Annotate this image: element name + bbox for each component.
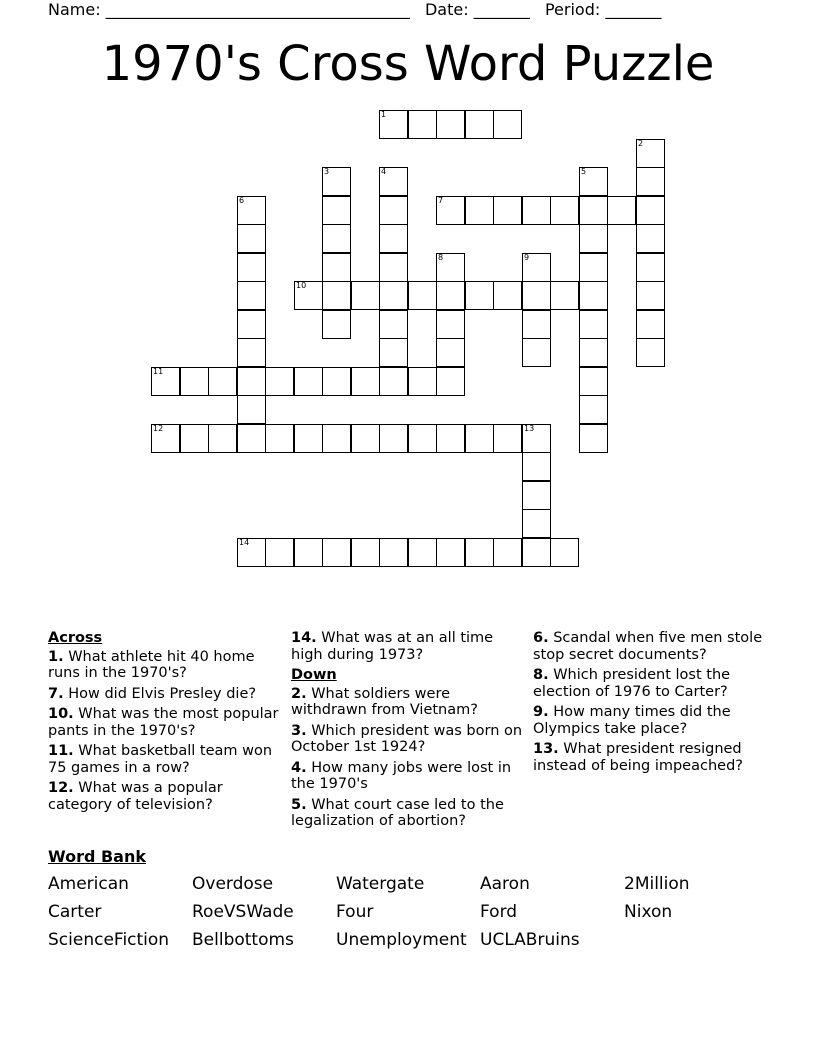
- down-heading: Down: [291, 667, 337, 683]
- grid-cell[interactable]: [550, 196, 579, 225]
- grid-cell[interactable]: [322, 253, 351, 282]
- word-bank-item: American: [48, 874, 129, 894]
- clue-number: 3: [324, 167, 330, 176]
- clue-item-text: What was at an all time high during 1973?: [291, 630, 494, 663]
- grid-cell[interactable]: [351, 538, 380, 567]
- grid-cell[interactable]: [436, 281, 465, 310]
- grid-cell[interactable]: [607, 196, 636, 225]
- grid-cell[interactable]: [379, 281, 408, 310]
- grid-cell[interactable]: [237, 253, 266, 282]
- date-label: Date:: [424, 0, 469, 19]
- down-clue-list: [291, 686, 526, 830]
- grid-cell[interactable]: [322, 310, 351, 339]
- clue-number: 11: [153, 367, 164, 376]
- grid-cell[interactable]: [636, 310, 665, 339]
- word-bank-item: RoeVSWade: [192, 902, 294, 922]
- grid-cell[interactable]: [436, 196, 465, 225]
- clue-item-text: Scandal when five men stole stop secret documents?: [533, 630, 763, 663]
- clue-item-number: 14.: [291, 630, 317, 646]
- grid-cell[interactable]: [636, 167, 665, 196]
- grid-cell[interactable]: [522, 310, 551, 339]
- grid-cell[interactable]: [208, 367, 237, 396]
- grid-cell[interactable]: [180, 424, 209, 453]
- clue-item-number: 8.: [533, 667, 549, 683]
- grid-cell[interactable]: [379, 310, 408, 339]
- grid-cell[interactable]: [237, 196, 266, 225]
- clue-item-text: What basketball team won 75 games in a row?: [48, 743, 273, 776]
- grid-cell[interactable]: [636, 139, 665, 168]
- grid-cell[interactable]: [237, 338, 266, 367]
- grid-cell[interactable]: [237, 310, 266, 339]
- clue-item: [48, 743, 283, 776]
- clue-item-text: What soldiers were withdrawn from Vietnam?: [291, 685, 478, 718]
- clue-item-text: How did Elvis Presley die?: [63, 685, 257, 702]
- grid-cell[interactable]: [436, 367, 465, 396]
- clues-column-3: [533, 630, 768, 778]
- grid-cell[interactable]: [465, 281, 494, 310]
- grid-cell[interactable]: [408, 424, 437, 453]
- word-bank-item: Bellbottoms: [192, 930, 294, 950]
- grid-cell[interactable]: [522, 424, 551, 453]
- grid-cell[interactable]: [493, 281, 522, 310]
- clue-item-number: 3.: [291, 722, 307, 739]
- clue-item-number: 11.: [48, 743, 74, 759]
- grid-cell[interactable]: [465, 538, 494, 567]
- word-bank-item: Aaron: [480, 874, 530, 894]
- clue-item-number: 12.: [48, 780, 74, 796]
- grid-cell[interactable]: [579, 253, 608, 282]
- clue-number: 8: [438, 253, 444, 262]
- clue-item: [291, 723, 526, 756]
- clue-item-number: 10.: [48, 706, 74, 722]
- grid-cell[interactable]: [322, 424, 351, 453]
- word-bank-item: Nixon: [624, 902, 673, 922]
- word-bank-item: Carter: [48, 902, 102, 922]
- clue-item-text: What was the most popular pants in the 1970's?: [48, 706, 279, 739]
- grid-cell[interactable]: [408, 538, 437, 567]
- grid-cell[interactable]: [550, 281, 579, 310]
- grid-cell[interactable]: [237, 395, 266, 424]
- period-label: Period:: [544, 0, 601, 19]
- word-bank-item: Overdose: [192, 874, 274, 894]
- grid-cell[interactable]: [522, 338, 551, 367]
- grid-cell[interactable]: [408, 110, 437, 139]
- clue-item: [533, 704, 768, 737]
- grid-cell[interactable]: [379, 110, 408, 139]
- grid-cell[interactable]: [636, 281, 665, 310]
- grid-cell[interactable]: [294, 367, 323, 396]
- grid-cell[interactable]: [379, 538, 408, 567]
- grid-cell[interactable]: [522, 509, 551, 538]
- grid-cell[interactable]: [579, 310, 608, 339]
- grid-cell[interactable]: [579, 424, 608, 453]
- grid-cell[interactable]: [465, 196, 494, 225]
- clue-number: 13: [524, 424, 535, 433]
- clue-number: 1: [381, 110, 387, 119]
- grid-cell[interactable]: [151, 367, 180, 396]
- clue-item: [291, 797, 526, 830]
- grid-cell[interactable]: [522, 253, 551, 282]
- grid-cell[interactable]: [408, 281, 437, 310]
- grid-cell[interactable]: [465, 110, 494, 139]
- grid-cell[interactable]: [493, 424, 522, 453]
- clue-number: 9: [524, 253, 530, 262]
- clue-item-text: Which president lost the election of 1976 to Carter?: [533, 667, 731, 700]
- grid-cell[interactable]: [237, 367, 266, 396]
- clue-item-text: How many jobs were lost in the 1970's: [291, 759, 512, 792]
- word-bank-item: Watergate: [336, 874, 425, 894]
- grid-cell[interactable]: [465, 424, 494, 453]
- word-bank-item: Ford: [480, 902, 518, 922]
- grid-cell[interactable]: [436, 253, 465, 282]
- grid-cell[interactable]: [322, 281, 351, 310]
- grid-cell[interactable]: [379, 367, 408, 396]
- clue-item: [533, 741, 768, 774]
- grid-cell[interactable]: [265, 424, 294, 453]
- grid-cell[interactable]: [294, 538, 323, 567]
- word-bank-item: Four: [336, 902, 374, 922]
- grid-cell[interactable]: [436, 110, 465, 139]
- clue-item-number: 1.: [48, 648, 64, 665]
- grid-cell[interactable]: [265, 538, 294, 567]
- grid-cell[interactable]: [636, 338, 665, 367]
- clues-column-2: [291, 630, 526, 834]
- grid-cell[interactable]: [408, 367, 437, 396]
- grid-cell[interactable]: [379, 224, 408, 253]
- clue-item-text: What athlete hit 40 home runs in the 1970's?: [48, 648, 255, 681]
- across-clue-list-continued: [291, 630, 526, 663]
- grid-cell[interactable]: [322, 167, 351, 196]
- clue-number: 14: [239, 538, 250, 547]
- clue-item: [48, 649, 283, 682]
- grid-cell[interactable]: [636, 253, 665, 282]
- grid-cell[interactable]: [237, 538, 266, 567]
- date-blank: _______: [473, 0, 530, 19]
- clue-item: [291, 760, 526, 793]
- grid-cell[interactable]: [237, 224, 266, 253]
- name-blank: ______________________________________: [105, 0, 410, 19]
- across-heading: Across: [48, 630, 103, 646]
- grid-cell[interactable]: [522, 196, 551, 225]
- clue-number: 4: [381, 167, 387, 176]
- clue-item-number: 4.: [291, 759, 307, 776]
- clue-item: [48, 706, 283, 739]
- clue-item: [291, 686, 526, 719]
- grid-cell[interactable]: [351, 281, 380, 310]
- grid-cell[interactable]: [579, 196, 608, 225]
- grid-cell[interactable]: [636, 224, 665, 253]
- clue-item: [533, 667, 768, 700]
- grid-cell[interactable]: [493, 110, 522, 139]
- grid-cell[interactable]: [436, 310, 465, 339]
- grid-cell[interactable]: [379, 253, 408, 282]
- grid-cell[interactable]: [436, 538, 465, 567]
- word-bank-title: Word Bank: [48, 847, 147, 866]
- clue-item-number: 5.: [291, 796, 307, 813]
- grid-cell[interactable]: [379, 196, 408, 225]
- grid-cell[interactable]: [379, 167, 408, 196]
- word-bank-item: 2Million: [624, 874, 690, 894]
- grid-cell[interactable]: [294, 424, 323, 453]
- grid-cell[interactable]: [579, 338, 608, 367]
- page-title: 1970's Cross Word Puzzle: [101, 36, 715, 92]
- grid-cell[interactable]: [636, 196, 665, 225]
- clue-item-text: What was a popular category of television?: [48, 780, 223, 813]
- grid-cell[interactable]: [522, 281, 551, 310]
- grid-cell[interactable]: [322, 367, 351, 396]
- grid-cell[interactable]: [493, 538, 522, 567]
- grid-cell[interactable]: [180, 367, 209, 396]
- grid-cell[interactable]: [322, 224, 351, 253]
- clue-number: 6: [239, 196, 245, 205]
- clue-item-number: 9.: [533, 704, 549, 720]
- clue-number: 7: [438, 196, 444, 205]
- word-bank-item: ScienceFiction: [48, 930, 170, 950]
- clue-item-number: 13.: [533, 741, 559, 757]
- clue-item-number: 2.: [291, 685, 307, 702]
- grid-cell[interactable]: [237, 424, 266, 453]
- down-clue-list-continued: [533, 630, 768, 774]
- grid-cell[interactable]: [522, 452, 551, 481]
- clue-number: 2: [638, 139, 644, 148]
- grid-cell[interactable]: [237, 281, 266, 310]
- grid-cell[interactable]: [436, 424, 465, 453]
- grid-cell[interactable]: [208, 424, 237, 453]
- clue-item: [533, 630, 768, 663]
- grid-cell[interactable]: [322, 538, 351, 567]
- clue-item: [48, 780, 283, 813]
- grid-cell[interactable]: [579, 367, 608, 396]
- grid-cell[interactable]: [579, 395, 608, 424]
- grid-cell[interactable]: [379, 424, 408, 453]
- clue-number: 10: [296, 281, 307, 290]
- clue-item: [48, 686, 283, 703]
- grid-cell[interactable]: [522, 538, 551, 567]
- clue-item-number: 6.: [533, 630, 549, 646]
- name-label: Name:: [48, 0, 101, 19]
- grid-cell[interactable]: [151, 424, 180, 453]
- clue-number: 5: [581, 167, 587, 176]
- grid-cell[interactable]: [322, 196, 351, 225]
- grid-cell[interactable]: [351, 367, 380, 396]
- word-bank-item: UCLABruins: [480, 930, 580, 950]
- clue-item: [291, 630, 526, 663]
- grid-cell[interactable]: [436, 338, 465, 367]
- grid-cell[interactable]: [351, 424, 380, 453]
- period-blank: _______: [605, 0, 662, 19]
- across-clue-list: [48, 649, 283, 814]
- clue-item-number: 7.: [48, 685, 64, 702]
- grid-cell[interactable]: [379, 338, 408, 367]
- clue-item-text: Which president was born on October 1st 1924?: [291, 722, 523, 755]
- clue-item-text: How many times did the Olympics take place?: [533, 704, 731, 737]
- word-bank-item: Unemployment: [336, 930, 467, 950]
- grid-cell[interactable]: [493, 196, 522, 225]
- clue-item-text: What court case led to the legalization of abortion?: [291, 796, 504, 829]
- clue-item-text: What president resigned instead of being impeached?: [533, 741, 743, 774]
- grid-cell[interactable]: [579, 167, 608, 196]
- grid-cell[interactable]: [550, 538, 579, 567]
- grid-cell[interactable]: [294, 281, 323, 310]
- grid-cell[interactable]: [265, 367, 294, 396]
- grid-cell[interactable]: [522, 481, 551, 510]
- grid-cell[interactable]: [579, 224, 608, 253]
- clues-column-1: [48, 630, 283, 817]
- grid-cell[interactable]: [579, 281, 608, 310]
- clue-number: 12: [153, 424, 164, 433]
